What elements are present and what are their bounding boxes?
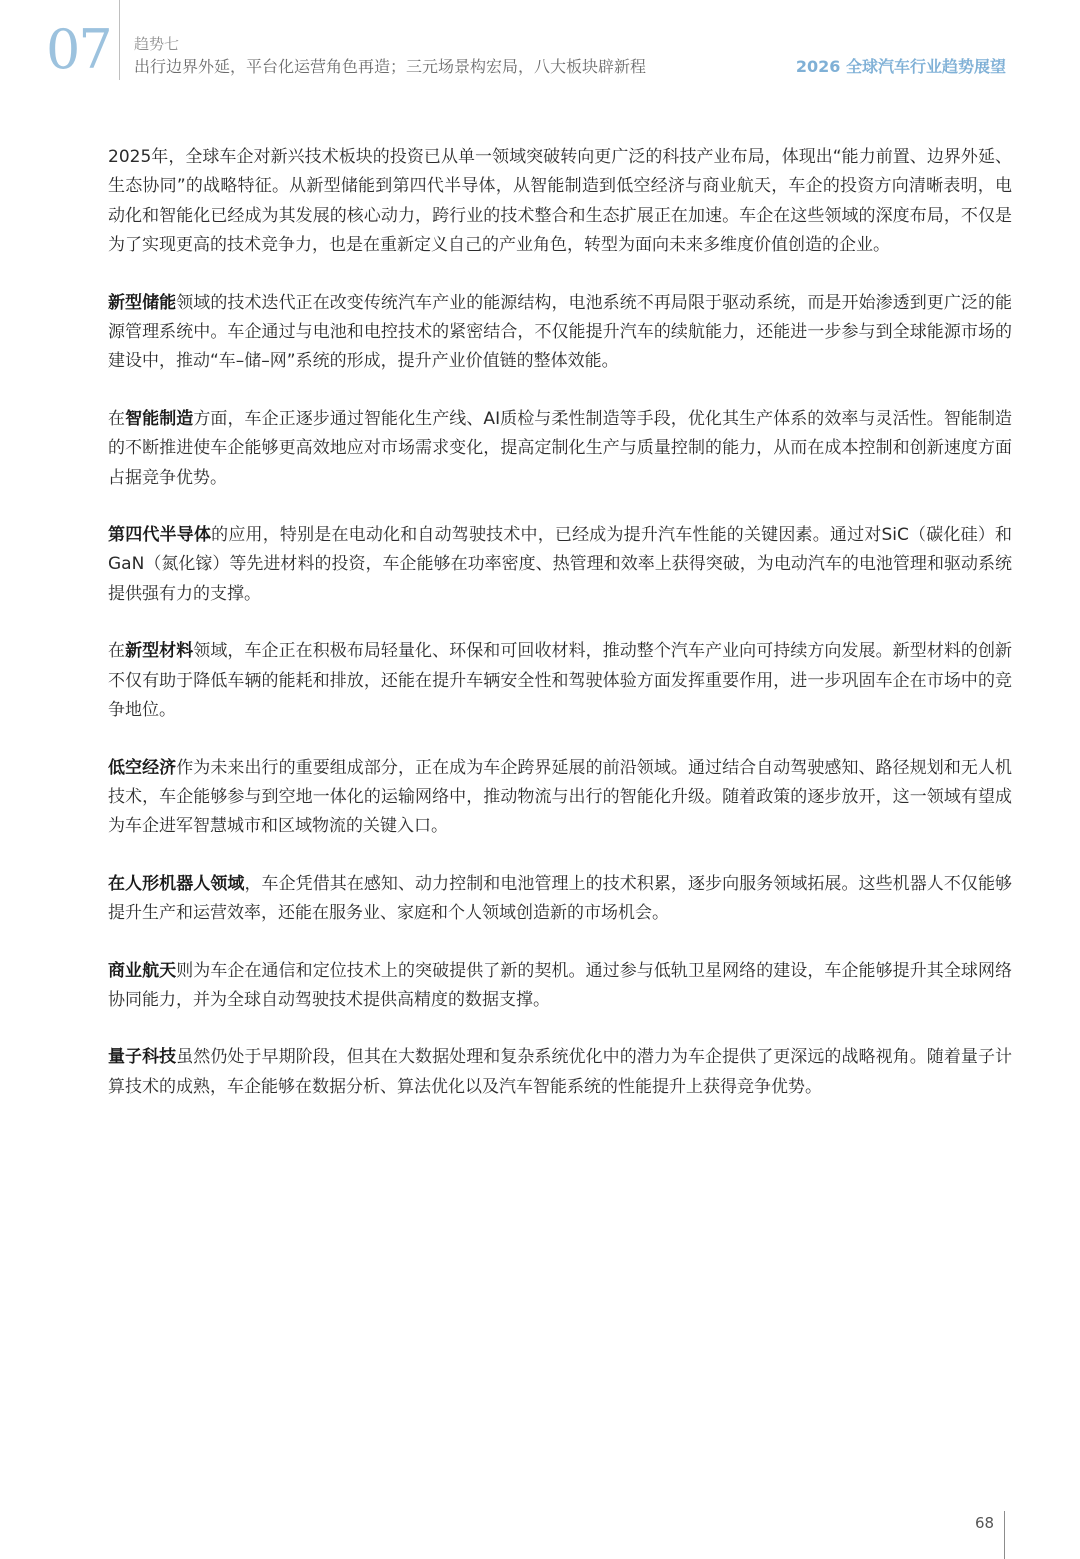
chapter-number: 07 (46, 18, 111, 81)
trend-title: 出行边界外延，平台化运营角色再造；三元场景构宏局，八大板块辟新程 (134, 57, 647, 76)
paragraph-lead: 新型储能 (108, 292, 177, 313)
paragraph-lead: 低空经济 (108, 757, 177, 778)
paragraph-quantum (108, 1043, 1012, 1102)
trend-label: 趋势七 (134, 35, 180, 53)
paragraph-text: 作为未来出行的重要组成部分，正在成为车企跨界延展的前沿领域。通过结合自动驾驶感知、路径规划和无人机技术，车企能够参与到空地一体化的运输网络中，推动物流与出行的智能化升级。随着政策的逐步放开，这一领域有望成为车企进军智慧城市和区域物流的关键入口。 (108, 757, 1013, 837)
paragraph-intro (108, 143, 1012, 261)
paragraph-text: 领域，车企正在积极布局轻量化、环保和可回收材料，推动整个汽车产业向可持续方向发展。新型材料的创新不仅有助于降低车辆的能耗和排放，还能在提升车辆安全性和驾驶体验方面发挥重要作用，进一步巩固车企在市场中的竞争地位。 (108, 641, 1013, 721)
paragraph-text: 领域的技术迭代正在改变传统汽车产业的能源结构，电池系统不再局限于驱动系统，而是开始渗透到更广泛的能源管理系统中。车企通过与电池和电控技术的紧密结合，不仅能提升汽车的续航能力，还能进一步参与到全球能源市场的建设中，推动“车–储–网”系统的形成，提升产业价值链的整体效能。 (108, 292, 1013, 372)
paragraph-humanoid-robots (108, 870, 1012, 929)
paragraph-new-materials (108, 637, 1012, 725)
paragraph-lead: 第四代半导体 (108, 525, 212, 546)
paragraph-text: 方面，车企正逐步通过智能化生产线、AI质检与柔性制造等手段，优化其生产体系的效率与灵活性。智能制造的不断推进使车企能够更高效地应对市场需求变化，提高定制化生产与质量控制的能力，从而在成本控制和创新速度方面占据竞争优势。 (108, 408, 1013, 488)
paragraph-text: 的应用，特别是在电动化和自动驾驶技术中，已经成为提升汽车性能的关键因素。通过对SiC（碳化硅）和GaN（氮化镓）等先进材料的投资，车企能够在功率密度、热管理和效率上获得突破，为电动汽车的电池管理和驱动系统提供强有力的支撑。 (108, 525, 1013, 604)
paragraph-lead: 新型材料 (125, 641, 194, 662)
paragraph-low-altitude (108, 754, 1012, 842)
paragraph-text: 虽然仍处于早期阶段，但其在大数据处理和复杂系统优化中的潜力为车企提供了更深远的战略视角。随着量子计算技术的成熟，车企能够在数据分析、算法优化以及汽车智能系统的性能提升上获得竞争优势。 (108, 1047, 1013, 1097)
page-number: 68 (975, 1514, 995, 1532)
paragraph-energy-storage (108, 289, 1012, 377)
paragraph-lead: 智能制造 (125, 408, 194, 429)
paragraph-lead: 商业航天 (108, 960, 177, 981)
paragraph-prefix: 在 (108, 641, 126, 662)
paragraph-lead: 量子科技 (108, 1047, 177, 1068)
paragraph-text: 2025年，全球车企对新兴技术板块的投资已从单一领域突破转向更广泛的科技产业布局，体现出“能力前置、边界外延、生态协同”的战略特征。从新型储能到第四代半导体，从智能制造到低空经济与商业航天，车企的投资方向清晰表明，电动化和智能化已经成为其发展的核心动力，跨行业的技术整合和生态扩展正在加速。车企在这些领域的深度布局，不仅是为了实现更高的技术竞争力，也是在重新定义自己的产业角色，转型为面向未来多维度价值创造的企业。 (108, 147, 1012, 256)
paragraph-prefix: 在 (108, 408, 126, 429)
report-title: 2026 全球汽车行业趋势展望 (795, 57, 1006, 76)
footer-divider (1004, 1511, 1005, 1559)
header-divider (119, 0, 120, 80)
article-body (108, 143, 1012, 1130)
page-header (0, 0, 1080, 90)
paragraph-text: ，车企凭借其在感知、动力控制和电池管理上的技术积累，逐步向服务领域拓展。这些机器人不仅能够提升生产和运营效率，还能在服务业、家庭和个人领域创造新的市场机会。 (108, 873, 1013, 924)
paragraph-smart-manufacturing (108, 405, 1012, 493)
paragraph-text: 则为车企在通信和定位技术上的突破提供了新的契机。通过参与低轨卫星网络的建设，车企能够提升其全球网络协同能力，并为全球自动驾驶技术提供高精度的数据支撑。 (108, 960, 1013, 1010)
paragraph-semiconductor (108, 521, 1012, 609)
paragraph-lead: 在人形机器人领域 (108, 873, 245, 894)
paragraph-commercial-space (108, 957, 1012, 1016)
